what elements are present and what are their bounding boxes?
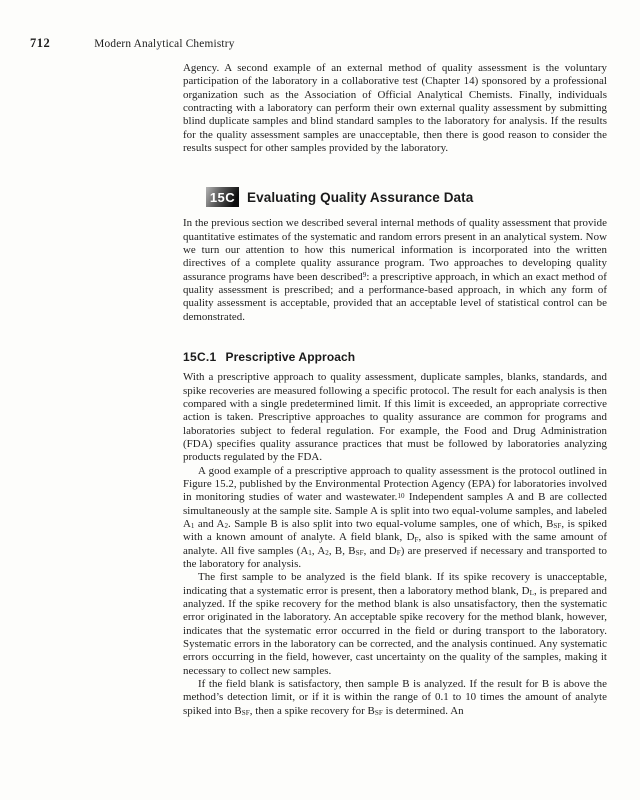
subsection-heading-15c1 [183, 350, 607, 364]
paragraph-external-assessment: Agency. A second example of an external method of quality assessment is the voluntary participation of the laboratory in a collaborative test (Chapter 14) sponsored by a professional organization such as the Association of Official Analytical Chemists. Finally, individuals contracting with a laboratory can perform their own external quality assessment by submitting blind duplicate samples and blind standard samples to the laboratory for analysis. If the results for the quality assessment samples are unacceptable, then there is good reason to consider the results suspect for other samples provided by the laboratory. [183, 62, 607, 155]
paragraph-prescriptive-overview: With a prescriptive approach to quality assessment, duplicate samples, blanks, standards, and spike recoveries are measured following a specific protocol. The result for each analysis is then compared with a single predetermined limit. If this limit is exceeded, an appropriate corrective action is taken. Prescriptive approaches to quality assurance are common for programs and laboratories subject to federal regulation. For example, the Food and Drug Administration (FDA) specifies quality assurance practices that must be followed by laboratories analyzing products regulated by the FDA. [183, 371, 607, 464]
running-header [30, 36, 235, 51]
subsection-title: Prescriptive Approach [225, 350, 356, 365]
paragraph-field-blank: The first sample to be analyzed is the field blank. If its spike recovery is unacceptable, indicating that a systematic error is present, then a laboratory method blank, $D_L$, is prepared and analyzed. If the spike recovery for the method blank is also unsatisfactory, then the systematic error originated in the laboratory. An acceptable spike recovery for the method blank, however, indicates that the systematic error occurred in the field or during transport to the laboratory. Systematic errors in the laboratory can be corrected, and the analysis continued. Any systematic errors occurring in the field, however, cast uncertainty on the quality of the samples, making it necessary to collect new samples. [183, 571, 607, 677]
paragraph-sample-b: If the field blank is satisfactory, then sample B is analyzed. If the result for B is above the method’s detection limit, or if it is within the range of 0.1 to 10 times the amount of analyte spiked into $B_{SF}$, then a spike recovery for $B_{SF}$ is determined. An [183, 678, 607, 718]
paragraph-epa-protocol: A good example of a prescriptive approach to quality assessment is the protocol outlined in Figure 15.2, published by the Environmental Protection Agency (EPA) for laboratories involved in monitoring studies of water and wastewater.$^{10}$ Independent samples A and B are collected simultaneously at the sample site. Sample A is split into two equal-volume samples, and labeled $A_1$ and $A_2$. Sample B is also split into two equal-volume samples, one of which, $B_{SF}$, is spiked with a known amount of analyte. A field blank, $D_F$, also is spiked with the same amount of analyte. All five samples ($A_1$, $A_2$, B, $B_{SF}$, and $D_F$) are preserved if necessary and transported to the laboratory for analysis. [183, 464, 608, 570]
section-title: Evaluating Quality Assurance Data [247, 189, 474, 205]
section-heading-15c [183, 187, 607, 207]
page-number: 712 [30, 36, 51, 50]
running-head-title: Modern Analytical Chemistry [94, 38, 235, 50]
subsection-number: 15C.1 [183, 350, 217, 365]
text-column [183, 62, 607, 718]
section-number-badge: 15C [206, 187, 239, 207]
paragraph-section-intro: In the previous section we described several internal methods of quality assessment that provide quantitative estimates of the systematic and random errors present in an analytical system. Now we turn our attention to how this numerical information is incorporated into the written directives of a complete quality assurance program. Two approaches to developing quality assurance programs have been described$^9$: a prescriptive approach, in which an exact method of quality assessment is prescribed; and a performance-based approach, in which any form of quality assessment is acceptable, provided that an acceptable level of statistical control can be demonstrated. [183, 217, 607, 323]
